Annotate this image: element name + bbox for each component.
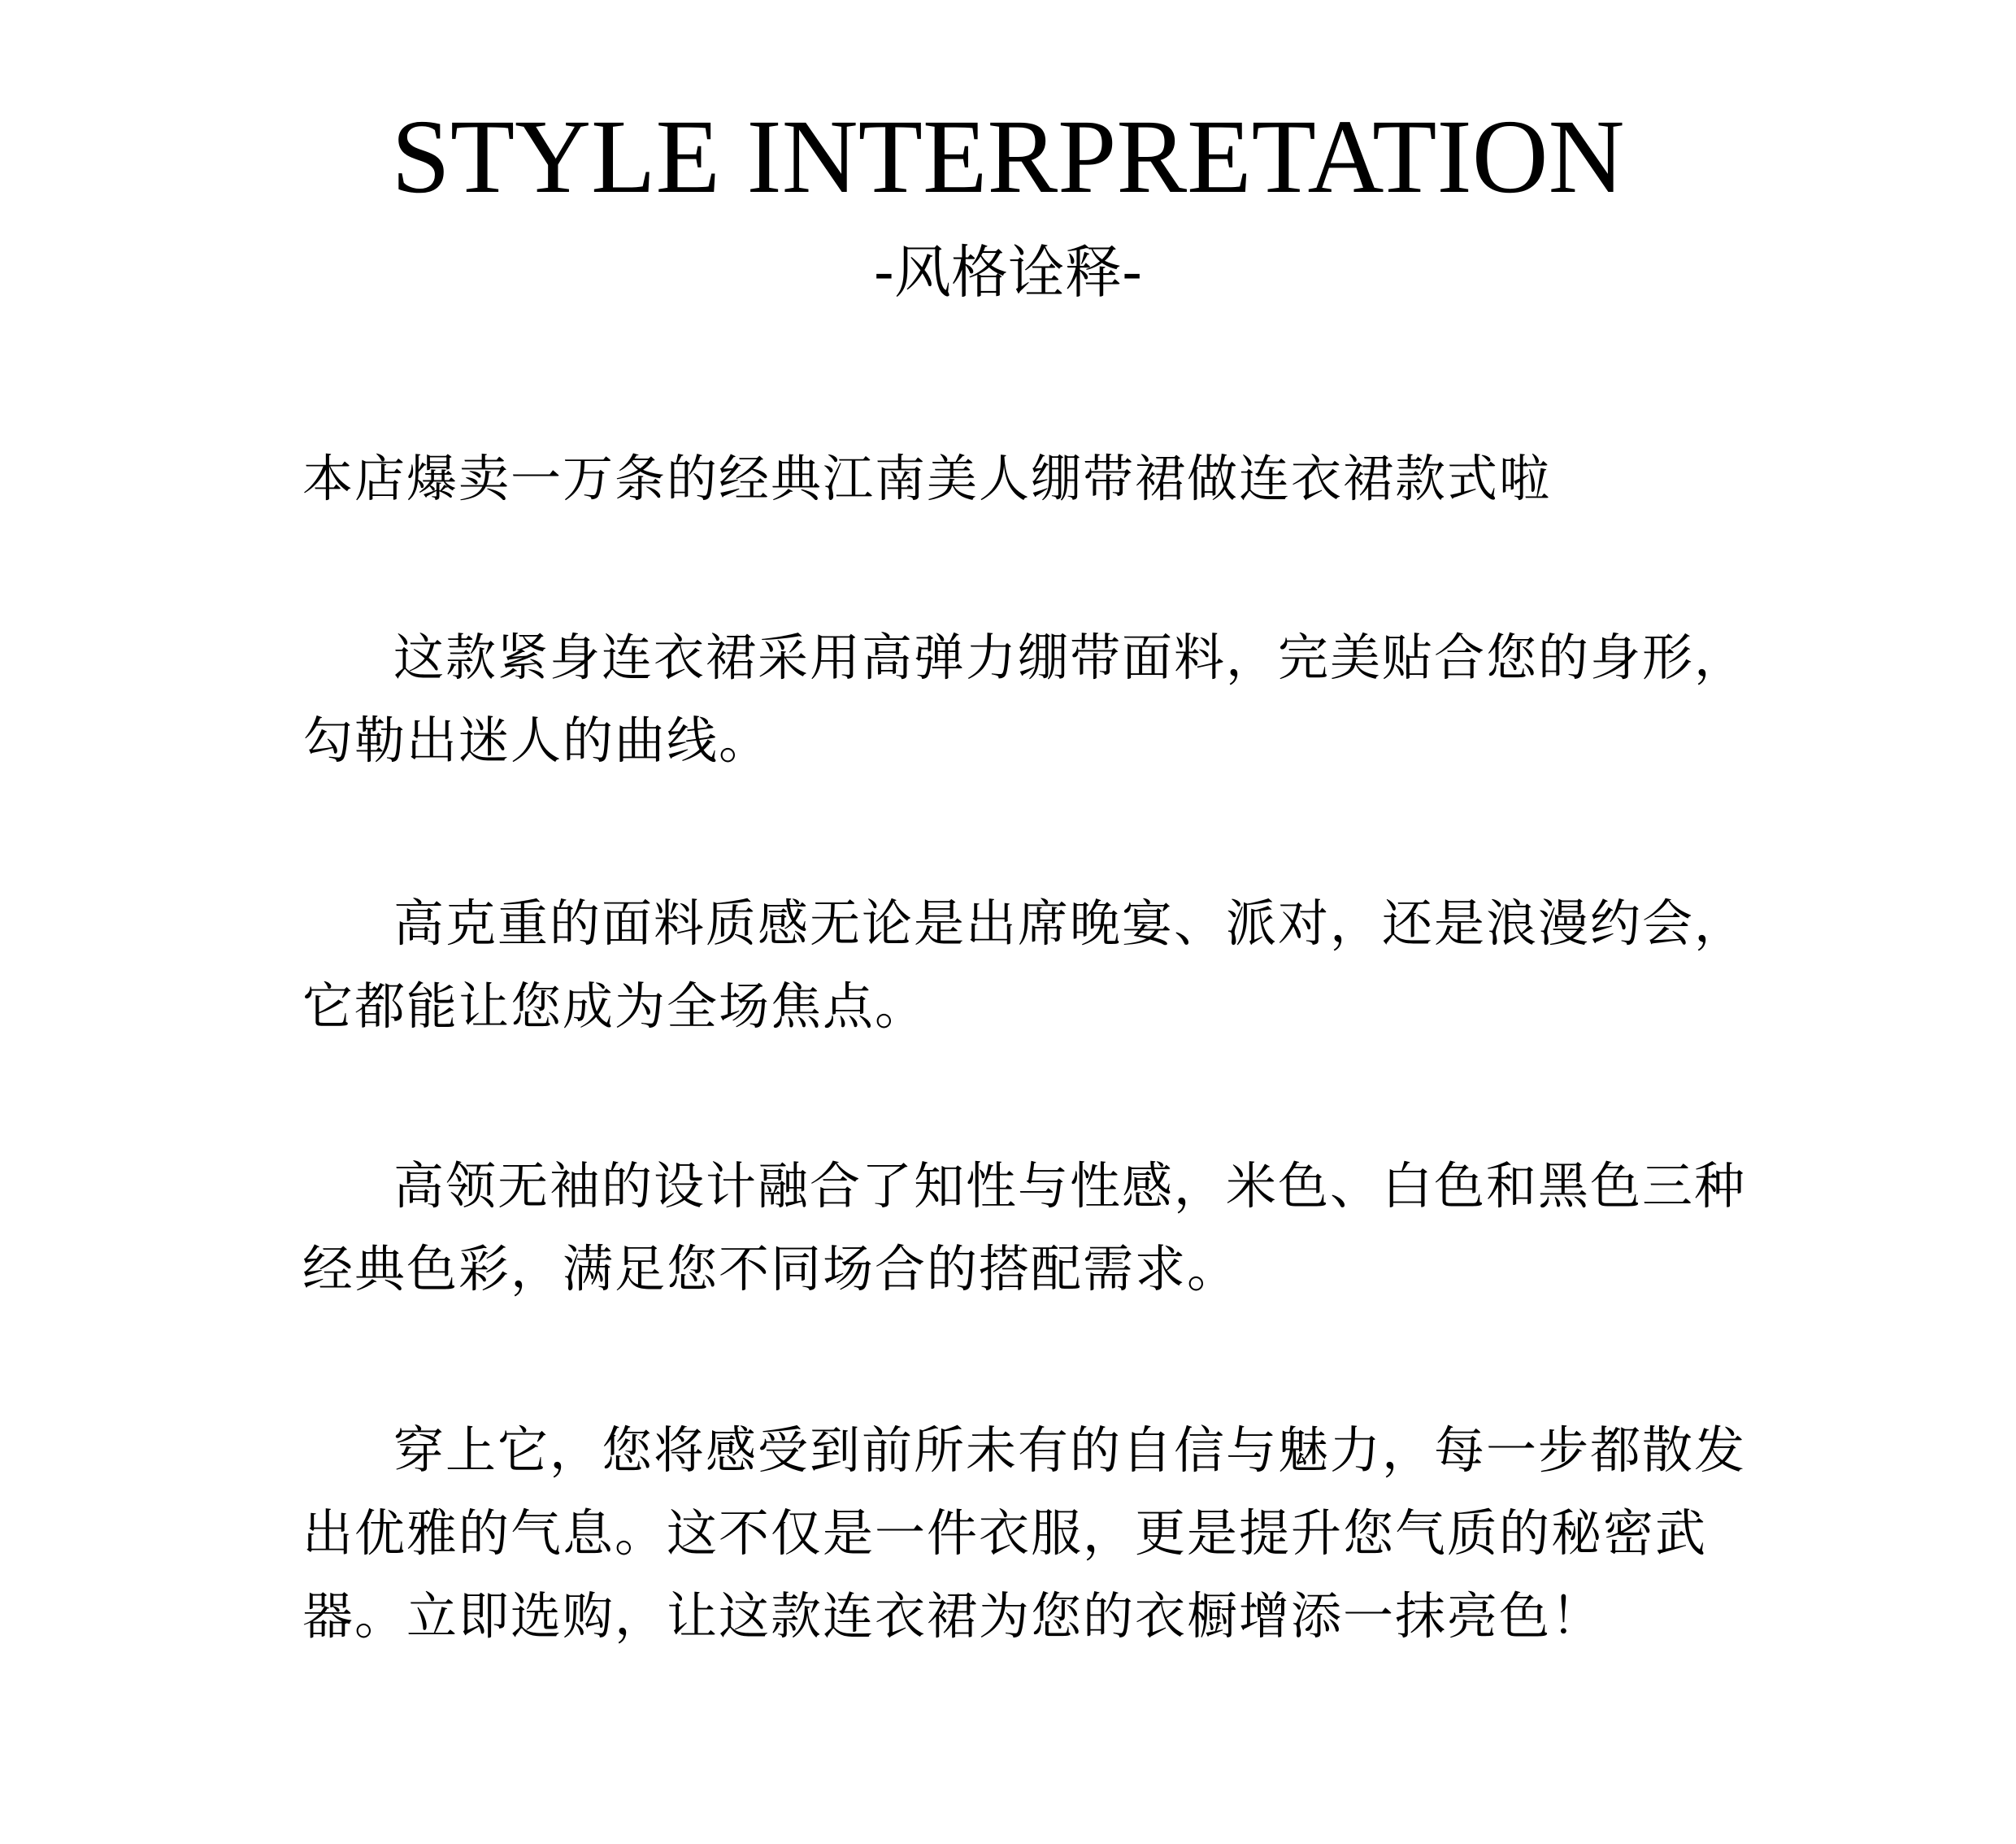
page-subtitle: -风格诠释- xyxy=(873,239,1143,306)
description-paragraph-fit: 这款紧身连衣裙采用高弹力绷带面料，完美贴合您的身形，勾勒出迷人的曲线。 xyxy=(302,628,1747,770)
intro-paragraph: 本店爆卖一万条的经典江南美人绷带裙做连衣裙款式啦 xyxy=(302,449,1552,508)
description-paragraph-closing: 穿上它，您将感受到前所未有的自信与魅力，每一步都散发出优雅的气息。这不仅是一件衣服，更是提升您气质的秘密武器。立即选购，让这款连衣裙为您的衣橱增添一抹亮色！ xyxy=(302,1420,1747,1646)
description-paragraph-design: 高领无袖的设计融合了知性与性感，米色、白色和黑色三种经典色彩，满足您不同场合的搭配需求。 xyxy=(302,1156,1747,1298)
description-paragraph-fabric: 高克重的面料质感无论是出席晚宴、派对，还是浪漫约会，它都能让您成为全场焦点。 xyxy=(302,894,1747,1036)
page-title: STYLE INTERPRETATION xyxy=(391,98,1625,215)
